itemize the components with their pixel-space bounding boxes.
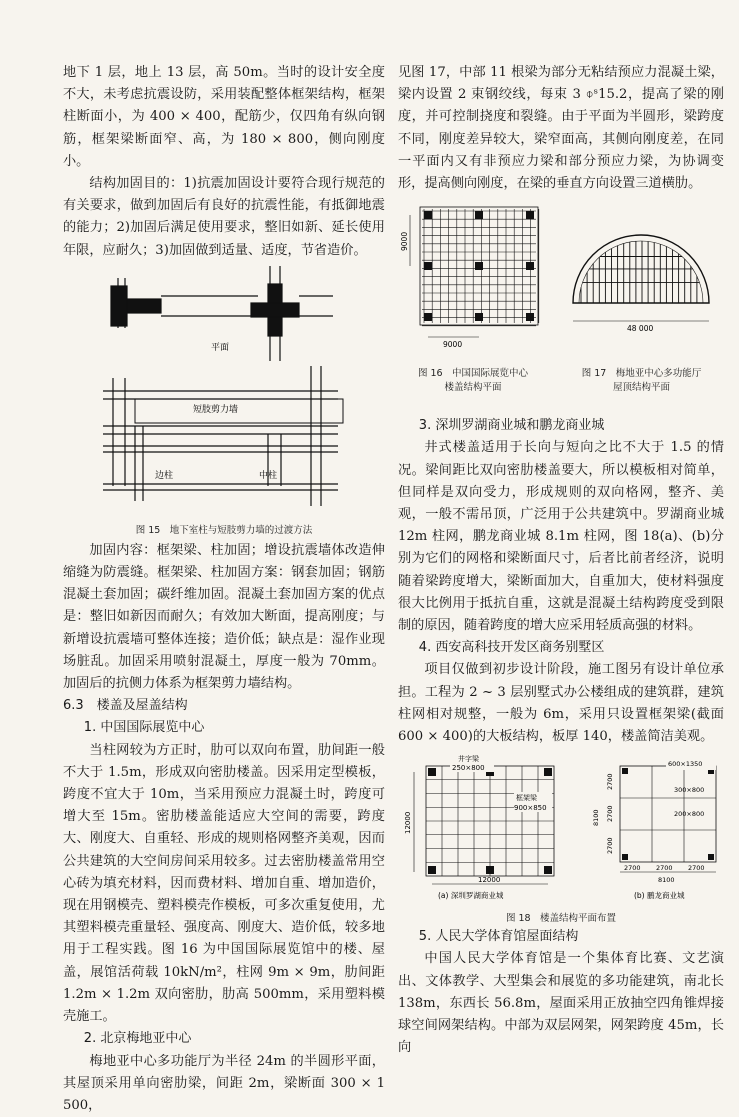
- figure-15: [63, 266, 385, 534]
- figure-17: [559, 199, 724, 395]
- left-column: [63, 62, 385, 1117]
- figure-18b-dim-v2: 2700: [606, 806, 614, 823]
- paragraph: 中国人民大学体育馆是一个集体育比赛、文艺演出、文体教学、大型集会和展览的多功能建筑，南北长 138m，东西长 56.8m，屋面采用正放抽空四角锥焊接球空间网架结构。中部为双层网架，网架跨度 45m，长向: [398, 948, 724, 1059]
- figure-18a-label-3: 框架梁: [516, 793, 538, 802]
- figure-18a-dim-h: 12000: [478, 876, 500, 884]
- figure-18b-dim-h3: 2700: [688, 864, 705, 872]
- subsection-heading: 2. 北京梅地亚中心: [63, 1028, 385, 1050]
- right-column: [398, 62, 724, 1059]
- figure-18b-subcaption: (b) 鹏龙商业城: [634, 890, 685, 900]
- subsection-heading: 1. 中国国际展览中心: [63, 717, 385, 739]
- paragraph: 加固内容：框架梁、柱加固；增设抗震墙体改造伸缩缝为防震缝。框架梁、柱加固方案：钢套加固；钢筋混凝土套加固；碳纤维加固。混凝土套加固方案的优点是：整旧如新因而耐久；有效加大断面，提高刚度；与新增设抗震墙可整体连接；造价低；缺点是：湿作业现场脏乱。加固采用喷射混凝土，厚度一般为 70mm。加固后的抗侧力体系为框架剪力墙结构。: [63, 540, 385, 695]
- figure-16-caption-2: 楼盖结构平面: [398, 381, 548, 395]
- paragraph: 梅地亚中心多功能厅为半径 24m 的半圆形平面，其屋顶采用单向密肋梁，间距 2m，梁断面 300 × 1 500，: [63, 1051, 385, 1117]
- section-heading: 6.3 楼盖及屋盖结构: [63, 695, 385, 717]
- figure-16-dim-v: 9000: [400, 232, 409, 251]
- figure-17-drawing: [559, 199, 724, 359]
- figure-18-drawing: [398, 752, 724, 904]
- figure-17-caption-1: 图 17 梅地亚中心多功能厅: [559, 367, 724, 381]
- figure-18-caption: 图 18 楼盖结构平面布置: [398, 912, 724, 926]
- figure-15-label-edge: 边柱: [155, 469, 173, 481]
- figure-18b-dim-h1: 2700: [624, 864, 641, 872]
- figure-16-dim-h: 9000: [443, 340, 462, 349]
- paragraph: 地下 1 层，地上 13 层，高 50m。当时的设计安全度不大，未考虑抗震设防，采用装配整体框架结构，框架柱断面小，为 400 × 400，配筋少，仅四角有纵向钢筋，框架梁断面窄、高，为 180 × 800，侧向刚度小。: [63, 62, 385, 173]
- figure-18b-dim-h2: 2700: [656, 864, 673, 872]
- figure-18b-dim-v1: 2700: [606, 774, 614, 791]
- figure-17-caption-2: 屋顶结构平面: [559, 381, 724, 395]
- figure-16-caption-1: 图 16 中国国际展览中心: [398, 367, 548, 381]
- paragraph: 结构加固目的：1)抗震加固设计要符合现行规范的有关要求，做到加固后有良好的抗震性能，有抵御地震的能力；2)加固后满足使用要求，整旧如新、延长使用年限，应耐久；3)加固做到适量、适度，节省造价。: [63, 173, 385, 262]
- figure-18a-label-1: 井字梁: [458, 754, 480, 763]
- figure-15-label-wall: 短肢剪力墙: [193, 403, 238, 415]
- figure-18b-dim-h: 8100: [658, 876, 675, 884]
- figure-18b-dim-v3: 2700: [606, 838, 614, 855]
- figure-18: [398, 752, 724, 920]
- figure-18a-label-2: 250×800: [452, 764, 485, 772]
- figure-18b-label-2: 300×800: [674, 786, 704, 794]
- figure-17-dim: 48 000: [627, 324, 653, 333]
- figure-16: [398, 199, 548, 395]
- paragraph: 见图 17，中部 11 根梁为部分无粘结预应力混凝土梁，梁内设置 2 束钢绞线，每束 3 ⌽ˢ15.2，提高了梁的刚度，并可控制挠度和裂缝。由于平面为半圆形，梁跨度不同，刚度差异较大，梁窄面高，其侧向刚度差，在同一平面内又有非预应力梁和部分预应力梁，为协调变形，提高侧向刚度，在梁的垂直方向设置三道横肋。: [398, 62, 724, 195]
- figure-18a-label-4: 900×850: [514, 804, 547, 812]
- figure-18a-subcaption: (a) 深圳罗湖商业城: [438, 890, 504, 900]
- figure-15-caption: 图 15 地下室柱与短肢剪力墙的过渡方法: [63, 524, 385, 538]
- figure-16-drawing: [398, 199, 548, 359]
- figure-18a-dim-v: 12000: [404, 812, 412, 834]
- paragraph: 当柱网较为方正时，肋可以双向布置，肋间距一般不大于 1.5m，形成双向密肋楼盖。因采用定型模板，跨度不宜大于 10m，当采用预应力混凝土时，跨度可增大至 15m。密肋楼盖能适应大空间的需要，跨度大、刚度大、自重轻、形成的规则格网整齐美观，因而公共建筑的大空间房间采用较多。过去密肋楼盖常用空心砖为填充材料，因而费材料、增加自重、增加造价，现在用钢模壳、塑料模壳作模板，可多次重复使用，尤其塑料模壳重量轻、强度高、刚度大、造价低，较多地用于工程实践。图 16 为中国国际展览馆中的楼、屋盖，展馆活荷载 10kN/m²，柱网 9m × 9m，肋间距 1.2m × 1.2m 双向密肋，肋高 500mm，采用塑料模壳施工。: [63, 740, 385, 1029]
- figure-18b-dim-side: 8100: [592, 810, 600, 827]
- figure-18b-label-3: 200×800: [674, 810, 704, 818]
- figure-15-drawing: [63, 266, 385, 516]
- figure-15-label-mid: 中柱: [259, 469, 277, 481]
- subsection-heading: 4. 西安高科技开发区商务别墅区: [398, 637, 724, 659]
- subsection-heading: 3. 深圳罗湖商业城和鹏龙商业城: [398, 415, 724, 437]
- figure-15-label-plan: 平面: [211, 342, 229, 353]
- paragraph: 项目仅做到初步设计阶段，施工图另有设计单位承担。工程为 2 ~ 3 层别墅式办公楼组成的建筑群，建筑柱网相对规整，一般为 6m，采用只设置框架梁(截面 600 × 400)的大板结构，板厚 140，楼盖简洁美观。: [398, 659, 724, 748]
- subsection-heading: 5. 人民大学体育馆屋面结构: [398, 926, 724, 948]
- figure-18b-label-1: 600×1350: [668, 760, 702, 768]
- paragraph: 井式楼盖适用于长向与短向之比不大于 1.5 的情况。梁间距比双向密肋楼盖要大，所以模板相对简单，但同样是双向受力，形成规则的双向格网，整齐、美观，一般不需吊顶，广泛用于公共建筑中。罗湖商业城 12m 柱网，鹏龙商业城 8.1m 柱网，图 18(a)、(b)分别为它们的网格和梁断面尺寸，后者比前者经济，说明随着梁跨度增大，梁断面加大，自重加大，使材料强度很大比例用于抵抗自重，这就是混凝土结构跨度受到限制的原因，随着跨度的增大应采用轻质高强的材料。: [398, 437, 724, 637]
- figures-16-17: [398, 199, 724, 409]
